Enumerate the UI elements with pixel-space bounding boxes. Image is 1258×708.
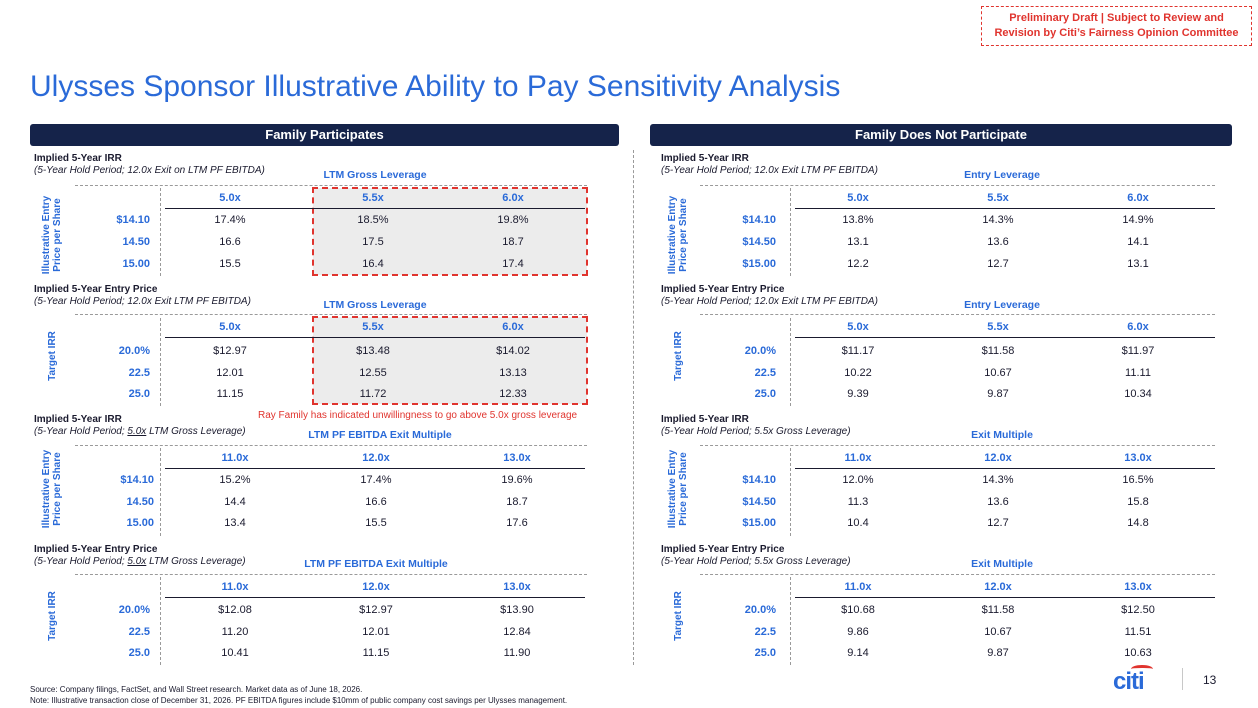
left-t2-heading (34, 284, 251, 308)
left-t3-col-label: LTM PF EBITDA Exit Multiple (308, 429, 452, 441)
left-t2-header-2: 5.5x (362, 321, 384, 333)
right-t4-heading (661, 544, 851, 568)
left-t4-topline (75, 574, 587, 575)
right-t1-r2c1: 13.1 (847, 236, 869, 248)
right-t1-heading (661, 153, 878, 177)
right-t1-title: Implied 5-Year IRR (661, 153, 749, 164)
left-t2-header-rule (165, 337, 585, 338)
left-t2-topline (75, 314, 587, 315)
left-t4-row2-label: 22.5 (128, 626, 150, 638)
footer-note: Note: Illustrative transaction close of December 31, 2026. PF EBITDA figures include $10mm of public company cost savings per Ulysses management. (30, 696, 568, 705)
left-t4-subtitle-a: (5-Year Hold Period; (34, 556, 128, 567)
left-t2-header-3: 6.0x (502, 321, 524, 333)
right-t4-header-rule (795, 597, 1215, 598)
right-t3-r1c3: 16.5% (1122, 474, 1154, 486)
right-t1-r1c3: 14.9% (1122, 214, 1154, 226)
left-t3-subtitle (34, 426, 246, 438)
right-t2-r1c2: $11.58 (981, 345, 1015, 357)
family-participates-banner: Family Participates (30, 124, 619, 146)
left-t2-r2c2: 12.55 (359, 367, 387, 379)
right-t2-row2-label: 22.5 (754, 367, 776, 379)
right-t3-r1c1: 12.0% (842, 474, 874, 486)
right-t2-r1c3: $11.97 (1121, 345, 1155, 357)
left-t3-side-1: Illustrative Entry (41, 449, 52, 529)
left-t3-row1-label: $14.10 (120, 474, 154, 486)
right-t4-row2-label: 22.5 (754, 626, 776, 638)
left-t4-heading (34, 544, 246, 568)
right-t1-r2c3: 14.1 (1127, 236, 1149, 248)
right-t3-r2c1: 11.3 (847, 496, 869, 508)
right-t4-r1c1: $10.68 (841, 604, 875, 616)
left-t3-r3c3: 17.6 (506, 517, 528, 529)
draft-notice-line1: Preliminary Draft | Subject to Review and (1009, 12, 1224, 24)
right-t1-r3c1: 12.2 (847, 258, 869, 270)
left-t2-row3-label: 25.0 (128, 388, 150, 400)
right-t4-side-label: Target IRR (673, 591, 684, 641)
right-t2-title: Implied 5-Year Entry Price (661, 284, 785, 295)
left-t3-r1c1: 15.2% (219, 474, 251, 486)
left-t3-header-2: 12.0x (362, 452, 390, 464)
page-number: 13 (1203, 673, 1217, 687)
right-t1-row1-label: $14.10 (742, 214, 776, 226)
right-t2-side-label: Target IRR (673, 331, 684, 381)
left-t2-r3c3: 12.33 (499, 388, 527, 400)
right-t4-r2c3: 11.51 (1124, 626, 1152, 638)
left-t3-r3c1: 13.4 (224, 517, 246, 529)
left-t1-r3c2: 16.4 (362, 258, 384, 270)
right-t1-r3c2: 12.7 (987, 258, 1009, 270)
left-t1-header-3: 6.0x (502, 192, 524, 204)
right-t3-topline (700, 445, 1215, 446)
left-t3-divider (160, 448, 161, 536)
left-t2-r1c1: $12.97 (213, 345, 247, 357)
right-t4-r2c1: 9.86 (847, 626, 869, 638)
right-t3-row2-label: $14.50 (742, 496, 776, 508)
right-t2-header-rule (795, 337, 1215, 338)
right-t4-r2c2: 10.67 (984, 626, 1012, 638)
right-t2-header-3: 6.0x (1127, 321, 1149, 333)
right-t1-divider (790, 188, 791, 276)
right-t2-r3c3: 10.34 (1124, 388, 1152, 400)
left-t3-header-rule (165, 468, 585, 469)
right-t4-r3c1: 9.14 (847, 647, 869, 659)
left-t3-subtitle-a: (5-Year Hold Period; (34, 426, 128, 437)
left-t1-title: Implied 5-Year IRR (34, 153, 122, 164)
left-t4-row1-label: 20.0% (118, 604, 150, 616)
left-t4-r2c2: 12.01 (362, 626, 390, 638)
left-t1-header-1: 5.0x (219, 192, 241, 204)
left-t4-subtitle (34, 556, 246, 568)
right-t3-side-label (667, 448, 691, 530)
left-t3-r1c2: 17.4% (360, 474, 392, 486)
right-t2-subtitle: (5-Year Hold Period; 12.0x Exit LTM PF EBITDA) (661, 296, 878, 307)
right-t2-divider (790, 318, 791, 406)
left-t3-heading (34, 414, 246, 438)
left-t4-divider (160, 577, 161, 665)
left-t4-r1c2: $12.97 (359, 604, 393, 616)
left-t3-r2c3: 18.7 (506, 496, 528, 508)
left-t2-side-label: Target IRR (47, 331, 58, 381)
left-t4-r1c3: $13.90 (500, 604, 534, 616)
right-t2-heading (661, 284, 878, 308)
left-t2-r3c1: 11.15 (216, 388, 244, 400)
right-t4-title: Implied 5-Year Entry Price (661, 544, 785, 555)
left-t1-header-rule (165, 208, 585, 209)
right-t4-r1c2: $11.58 (981, 604, 1015, 616)
left-t1-r2c2: 17.5 (362, 236, 384, 248)
draft-notice-line2: Revision by Citi’s Fairness Opinion Committee (994, 27, 1239, 39)
right-t2-topline (700, 314, 1215, 315)
left-t2-row1-label: 20.0% (118, 345, 150, 357)
left-t3-side-2: Price per Share (52, 452, 63, 526)
left-t2-r1c3: $14.02 (496, 345, 530, 357)
right-t3-header-1: 11.0x (844, 452, 872, 464)
right-t2-r1c1: $11.17 (841, 345, 875, 357)
left-t1-row2-label: 14.50 (122, 236, 150, 248)
right-t4-topline (700, 574, 1215, 575)
right-t1-col-label: Entry Leverage (964, 169, 1040, 181)
left-t4-header-1: 11.0x (221, 581, 249, 593)
right-t2-r3c1: 9.39 (847, 388, 869, 400)
left-t2-r2c3: 13.13 (499, 367, 527, 379)
right-t4-row1-label: 20.0% (744, 604, 776, 616)
right-t1-header-2: 5.5x (987, 192, 1009, 204)
left-t1-r1c3: 19.8% (497, 214, 529, 226)
right-t2-header-1: 5.0x (847, 321, 869, 333)
left-t2-row2-label: 22.5 (128, 367, 150, 379)
left-t1-row3-label: 15.00 (122, 258, 150, 270)
left-t3-r2c2: 16.6 (365, 496, 387, 508)
left-t1-side-1: Illustrative Entry (41, 195, 52, 275)
left-t1-heading (34, 153, 265, 177)
left-t2-r3c2: 11.72 (359, 388, 387, 400)
left-t4-r2c1: 11.20 (221, 626, 249, 638)
left-t2-col-label: LTM Gross Leverage (323, 299, 427, 311)
citi-logo: citi (1113, 668, 1144, 695)
right-t3-side-1: Illustrative Entry (667, 449, 678, 529)
right-t2-header-2: 5.5x (987, 321, 1009, 333)
right-t3-header-2: 12.0x (984, 452, 1012, 464)
right-t4-subtitle: (5-Year Hold Period; 5.5x Gross Leverage) (661, 556, 851, 567)
right-t1-side-1: Illustrative Entry (667, 195, 678, 275)
left-t3-header-1: 11.0x (221, 452, 249, 464)
left-t4-col-label: LTM PF EBITDA Exit Multiple (304, 558, 448, 570)
page-number-divider (1182, 668, 1183, 690)
right-t1-r2c2: 13.6 (987, 236, 1009, 248)
left-t1-r2c1: 16.6 (219, 236, 241, 248)
left-t3-topline (75, 445, 587, 446)
right-t4-header-1: 11.0x (844, 581, 872, 593)
left-t3-row2-label: 14.50 (126, 496, 154, 508)
right-t3-row1-label: $14.10 (742, 474, 776, 486)
right-t1-r3c3: 13.1 (1127, 258, 1149, 270)
right-t1-side-2: Price per Share (678, 198, 689, 272)
left-t2-subtitle: (5-Year Hold Period; 12.0x Exit LTM PF EBITDA) (34, 296, 251, 307)
right-t2-r2c3: 11.11 (1125, 367, 1151, 379)
right-t3-col-label: Exit Multiple (971, 429, 1033, 441)
right-t3-subtitle: (5-Year Hold Period; 5.5x Gross Leverage) (661, 426, 851, 437)
left-t3-side-label (41, 448, 65, 530)
right-t2-r2c1: 10.22 (844, 367, 872, 379)
right-t2-r3c2: 9.87 (987, 388, 1009, 400)
right-t2-r2c2: 10.67 (984, 367, 1012, 379)
left-t3-subtitle-b: LTM Gross Leverage) (146, 426, 246, 437)
left-t1-side-2: Price per Share (52, 198, 63, 272)
right-t3-row3-label: $15.00 (742, 517, 776, 529)
right-t1-header-1: 5.0x (847, 192, 869, 204)
family-not-participate-banner: Family Does Not Participate (650, 124, 1232, 146)
left-t4-title: Implied 5-Year Entry Price (34, 544, 158, 555)
page-title: Ulysses Sponsor Illustrative Ability to Pay Sensitivity Analysis (30, 70, 841, 103)
right-t4-header-3: 13.0x (1124, 581, 1152, 593)
left-t4-header-3: 13.0x (503, 581, 531, 593)
right-t3-r2c3: 15.8 (1127, 496, 1149, 508)
left-t4-header-rule (165, 597, 585, 598)
left-t4-header-2: 12.0x (362, 581, 390, 593)
right-t1-r1c2: 14.3% (982, 214, 1014, 226)
left-t1-r2c3: 18.7 (502, 236, 524, 248)
right-t4-r3c2: 9.87 (987, 647, 1009, 659)
left-t3-header-3: 13.0x (503, 452, 531, 464)
right-t3-r1c2: 14.3% (982, 474, 1014, 486)
right-t4-row3-label: 25.0 (754, 647, 776, 659)
left-t1-subtitle: (5-Year Hold Period; 12.0x Exit on LTM PF EBITDA) (34, 165, 265, 176)
left-t4-row3-label: 25.0 (128, 647, 150, 659)
right-t1-side-label (667, 194, 691, 276)
right-t3-r3c2: 12.7 (987, 517, 1009, 529)
left-t1-topline (75, 185, 587, 186)
right-t3-header-3: 13.0x (1124, 452, 1152, 464)
leverage-warning-note: Ray Family has indicated unwillingness to go above 5.0x gross leverage (258, 410, 578, 421)
left-t3-r1c3: 19.6% (501, 474, 533, 486)
left-t3-subtitle-u: 5.0x (127, 426, 147, 437)
right-t4-col-label: Exit Multiple (971, 558, 1033, 570)
right-t1-topline (700, 185, 1215, 186)
left-t2-r2c1: 12.01 (216, 367, 244, 379)
right-t4-r1c3: $12.50 (1121, 604, 1155, 616)
left-t3-title: Implied 5-Year IRR (34, 414, 122, 425)
left-t4-subtitle-u: 5.0x (127, 556, 147, 567)
left-t1-r3c3: 17.4 (502, 258, 524, 270)
right-t3-title: Implied 5-Year IRR (661, 414, 749, 425)
left-t3-r3c2: 15.5 (365, 517, 387, 529)
left-t4-r3c2: 11.15 (362, 647, 390, 659)
center-divider (633, 150, 634, 665)
footer-source: Source: Company filings, FactSet, and Wall Street research. Market data as of June 18, 2026. (30, 685, 363, 694)
left-t2-r1c2: $13.48 (356, 345, 390, 357)
footer-notes (30, 684, 567, 706)
left-t1-header-2: 5.5x (362, 192, 384, 204)
left-t1-row1-label: $14.10 (116, 214, 150, 226)
left-t4-r2c3: 12.84 (503, 626, 531, 638)
left-t2-divider (160, 318, 161, 406)
left-t1-r1c2: 18.5% (357, 214, 389, 226)
left-t1-r1c1: 17.4% (214, 214, 246, 226)
right-t4-header-2: 12.0x (984, 581, 1012, 593)
right-t4-divider (790, 577, 791, 665)
left-t4-side-label: Target IRR (47, 591, 58, 641)
right-t3-header-rule (795, 468, 1215, 469)
right-t3-divider (790, 448, 791, 536)
left-t1-divider (160, 188, 161, 276)
draft-notice (981, 6, 1252, 46)
left-t1-side-label (41, 194, 65, 276)
right-t2-row1-label: 20.0% (744, 345, 776, 357)
right-t3-r2c2: 13.6 (987, 496, 1009, 508)
left-t2-header-1: 5.0x (219, 321, 241, 333)
left-t3-row3-label: 15.00 (126, 517, 154, 529)
right-t4-r3c3: 10.63 (1124, 647, 1152, 659)
right-t2-col-label: Entry Leverage (964, 299, 1040, 311)
right-t1-row3-label: $15.00 (742, 258, 776, 270)
right-t3-heading (661, 414, 851, 438)
right-t1-subtitle: (5-Year Hold Period; 12.0x Exit LTM PF EBITDA) (661, 165, 878, 176)
right-t3-r3c1: 10.4 (847, 517, 869, 529)
left-t4-r1c1: $12.08 (218, 604, 252, 616)
left-t4-r3c3: 11.90 (503, 647, 531, 659)
right-t1-header-3: 6.0x (1127, 192, 1149, 204)
right-t3-side-2: Price per Share (678, 452, 689, 526)
left-t3-r2c1: 14.4 (224, 496, 246, 508)
left-t1-col-label: LTM Gross Leverage (323, 169, 427, 181)
right-t1-row2-label: $14.50 (742, 236, 776, 248)
right-t1-r1c1: 13.8% (842, 214, 874, 226)
left-t4-r3c1: 10.41 (221, 647, 249, 659)
left-t2-title: Implied 5-Year Entry Price (34, 284, 158, 295)
right-t2-row3-label: 25.0 (754, 388, 776, 400)
left-t4-subtitle-b: LTM Gross Leverage) (146, 556, 246, 567)
right-t3-r3c3: 14.8 (1127, 517, 1149, 529)
right-t1-header-rule (795, 208, 1215, 209)
left-t1-r3c1: 15.5 (219, 258, 241, 270)
